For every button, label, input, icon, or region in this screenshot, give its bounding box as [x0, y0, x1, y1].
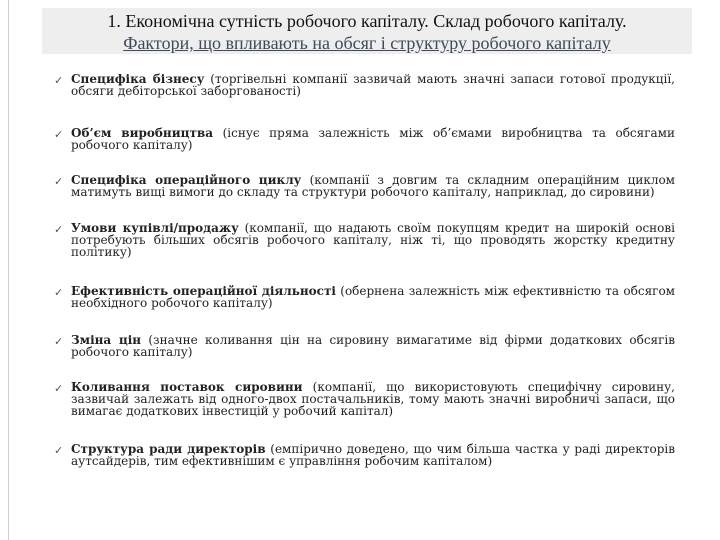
checkmark-icon: ✓ [54, 335, 64, 348]
item-term: Умови купівлі/продажу [71, 221, 239, 235]
checkmark-icon: ✓ [54, 286, 64, 299]
item-term: Структура ради директорів [71, 442, 266, 456]
item-description: (компанії, що надають своїм покупцям кредит на широкій основі потребують більших обсягів робочого капіталу, ніж ті, що проводять жорстку кредитну політику) [71, 221, 675, 259]
item-description: (обернена залежність між ефективністю та обсягом необхідного робочого капіталу) [71, 284, 675, 310]
item-term: Специфіка бізнесу [71, 72, 205, 86]
left-margin-rule [8, 0, 9, 540]
item-term: Ефективність операційної діяльності [71, 284, 336, 298]
checkmark-icon: ✓ [54, 128, 64, 141]
item-description: (емпірично доведено, що чим більша частка у раді директорів аутсайдерів, тим ефективнішим є управління робочим капіталом) [71, 442, 676, 468]
checkmark-icon: ✓ [54, 444, 64, 457]
item-term: Коливання поставок сировини [71, 380, 303, 394]
item-term: Специфіка операційного циклу [71, 173, 302, 187]
item-description: (існує пряма залежність між об’ємами виробництва та обсягами робочого капіталу) [71, 126, 675, 152]
slide-subtitle-link[interactable]: Фактори, що впливають на обсяг і структуру робочого капіталу [123, 33, 611, 53]
item-term: Зміна цін [71, 333, 142, 347]
item-description: (значне коливання цін на сировину вимагатиме від фірми додаткових обсягів робочого капіталу) [71, 333, 675, 359]
checkmark-icon: ✓ [54, 382, 64, 395]
item-term: Об’єм виробництва [71, 126, 214, 140]
checkmark-icon: ✓ [54, 223, 64, 236]
slide-title-box [42, 8, 692, 54]
item-description: (компанії, що використовують специфічну сировину, зазвичай залежать від одного-двох постачальників, тому мають значні виробничі запаси, що вимагає додаткових інвестицій у робочий капітал) [71, 380, 675, 418]
slide-title: 1. Економічна сутність робочого капіталу. Склад робочого капіталу. [107, 11, 627, 31]
item-description: (компанії з довгим та складним операційним циклом матимуть вищі вимоги до складу та структури робочого капіталу, наприклад, до сировини) [71, 173, 676, 199]
checkmark-icon: ✓ [54, 175, 64, 188]
item-description: (торгівельні компанії зазвичай мають значні запаси готової продукції, обсяги дебіторської заборгованості) [71, 72, 675, 98]
checkmark-icon: ✓ [54, 74, 64, 87]
